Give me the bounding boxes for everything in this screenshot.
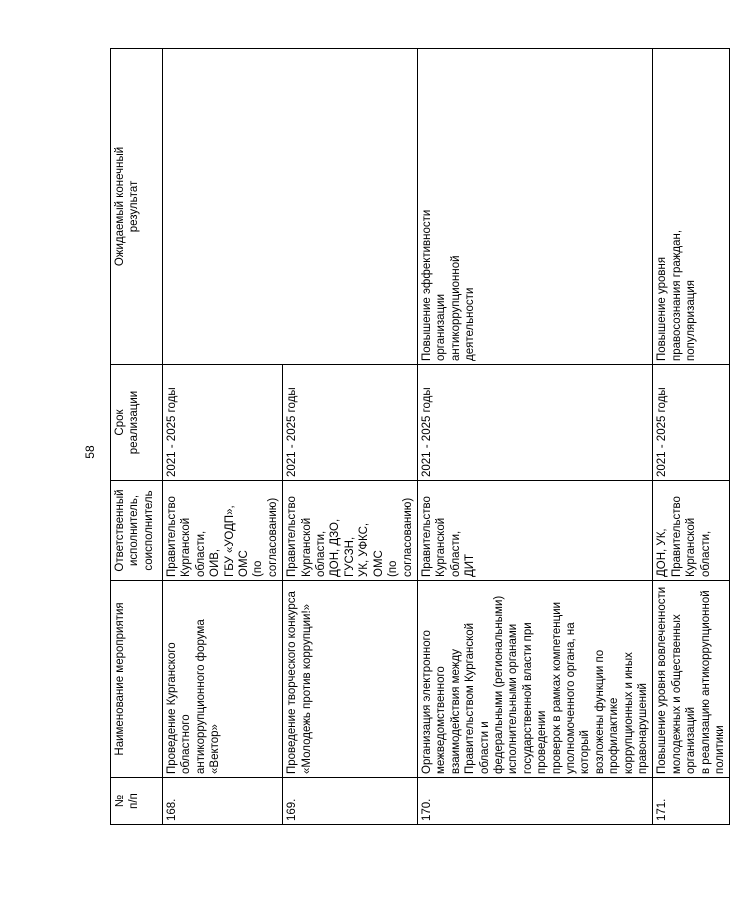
- header-name: Наименование мероприятия: [111, 581, 163, 778]
- row-name: Организация электронного межведомственного взаимодействия между Правительством Курганской области и федеральными (региональными) исполнительными органами государственной власти при проведении проверок в рамках компетенции уполномоченного органа, на который возложены функции по профилактике коррупционных и иных правонарушений: [417, 581, 653, 778]
- row-result: [163, 49, 418, 365]
- row-term: 2021 - 2025 годы: [417, 365, 653, 481]
- row-name: Проведение Курганского областного антикоррупционного форума «Вектор»: [163, 581, 283, 778]
- page-number: 58: [83, 445, 97, 459]
- rotated-table-wrapper: [110, 49, 727, 825]
- row-result: Повышение эффективности организации антикоррупционной деятельности: [417, 49, 653, 365]
- row-num: 171.: [653, 778, 730, 825]
- measures-table: [110, 48, 730, 825]
- row-result: Повышение уровня правосознания граждан, популяризация: [653, 49, 730, 365]
- row-name: Повышение уровня вовлеченности молодежных и общественных организаций в реализацию антикоррупционной политики: [653, 581, 730, 778]
- row-responsible: Правительство Курганской области, ДИТ: [417, 481, 653, 581]
- header-result: Ожидаемый конечный результат: [111, 49, 163, 365]
- row-responsible: Правительство Курганской области, ОИВ, ГБУ «УОДП», ОМС (по согласованию): [163, 481, 283, 581]
- row-term: 2021 - 2025 годы: [163, 365, 283, 481]
- row-num: 170.: [417, 778, 653, 825]
- row-num: 168.: [163, 778, 283, 825]
- table-row: [653, 49, 730, 825]
- header-responsible: Ответственный исполнитель, соисполнитель: [111, 481, 163, 581]
- row-term: 2021 - 2025 годы: [283, 365, 418, 481]
- header-term: Срок реализации: [111, 365, 163, 481]
- row-term: 2021 - 2025 годы: [653, 365, 730, 481]
- header-num: № п/п: [111, 778, 163, 825]
- row-num: 169.: [283, 778, 418, 825]
- row-name: Проведение творческого конкурса «Молодежь против коррупции!»: [283, 581, 418, 778]
- row-responsible: ДОН, УК, Правительство Курганской области,: [653, 481, 730, 581]
- table-row: [417, 49, 653, 825]
- table-header-row: [111, 49, 163, 825]
- table-row: [163, 49, 283, 825]
- row-responsible: Правительство Курганской области, ДОН, ДЗО, ГУСЗН, УК, УФКС, ОМС (по согласованию): [283, 481, 418, 581]
